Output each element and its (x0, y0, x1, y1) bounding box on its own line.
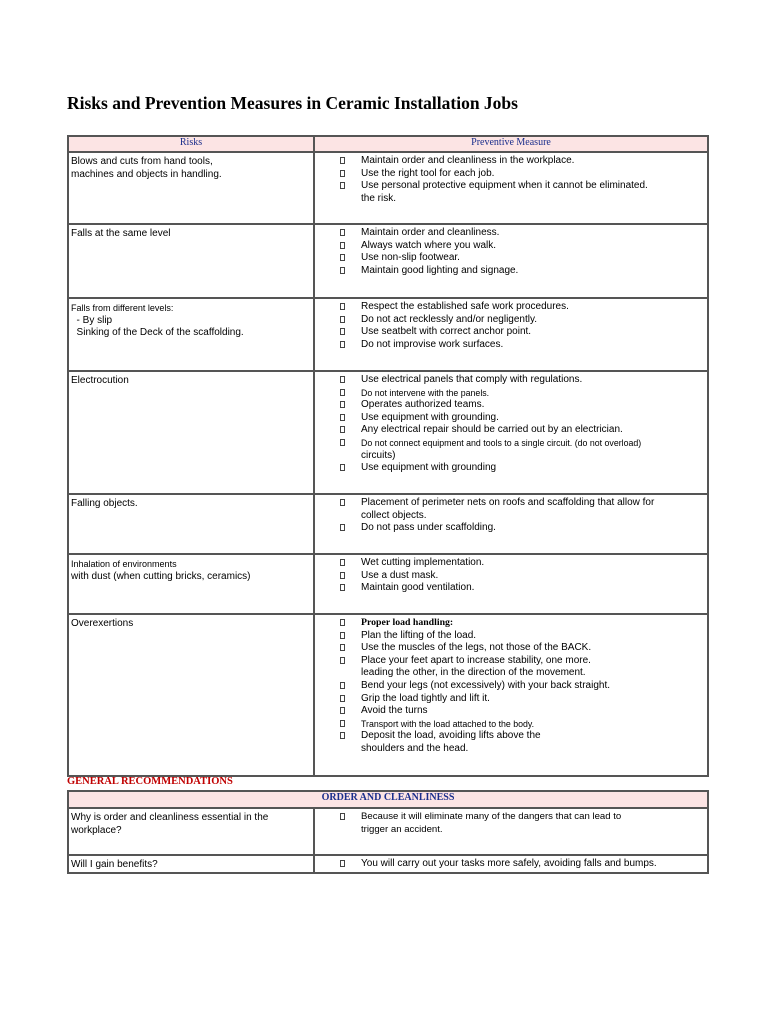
measure-item (315, 680, 703, 693)
measure-item (315, 227, 703, 240)
measure-item (315, 399, 703, 412)
measure-text: Use the right tool for each job. (361, 167, 495, 179)
measure-item (315, 630, 703, 643)
measure-item (315, 730, 703, 743)
checkbox-bullet-icon (340, 860, 345, 867)
checkbox-bullet-icon (340, 559, 345, 566)
order-cleanliness-title: ORDER AND CLEANLINESS (68, 791, 708, 808)
measure-item (315, 168, 703, 181)
checkbox-bullet-icon (340, 439, 345, 446)
answer-item (315, 858, 703, 871)
measure-text: Proper load handling: (361, 617, 454, 628)
measure-cell (314, 224, 708, 298)
measure-item (315, 339, 703, 352)
measure-list (315, 557, 703, 595)
answer-cell (314, 855, 708, 873)
checkbox-bullet-icon (340, 328, 345, 335)
checkbox-bullet-icon (340, 632, 345, 639)
measure-item (315, 497, 703, 522)
measure-cell (314, 494, 708, 554)
risk-line: Blows and cuts from hand tools, (71, 156, 213, 167)
checkbox-bullet-icon (340, 584, 345, 591)
checkbox-bullet-icon (340, 157, 345, 164)
order-cleanliness-header (68, 791, 708, 808)
measure-text: Grip the load tightly and lift it. (361, 692, 490, 704)
risk-line: machines and objects in handling. (71, 168, 222, 180)
measure-text: Do not act recklessly and/or negligently. (361, 313, 538, 325)
measure-text: Maintain order and cleanliness. (361, 227, 500, 238)
measure-cell (314, 298, 708, 371)
table-row (68, 614, 708, 776)
checkbox-bullet-icon (340, 657, 345, 664)
measure-text: Place your feet apart to increase stability, one more. leading the other, in the direction of the movement. (361, 654, 591, 679)
question-text: Will I gain benefits? (71, 859, 158, 870)
checkbox-bullet-icon (340, 376, 345, 383)
risk-line: Falls at the same level (71, 228, 171, 239)
measure-item (315, 642, 703, 655)
measure-item (315, 374, 703, 387)
measure-item (315, 582, 703, 595)
measure-text: Respect the established safe work procedures. (361, 301, 569, 312)
table-row (68, 808, 708, 855)
measure-item (315, 557, 703, 570)
checkbox-bullet-icon (340, 464, 345, 471)
risk-cell (68, 152, 314, 224)
checkbox-bullet-icon (340, 524, 345, 531)
measure-text: Use a dust mask. (361, 569, 439, 581)
table-row (68, 152, 708, 224)
measure-text: Transport with the load attached to the body. (361, 718, 535, 729)
checkbox-bullet-icon (340, 682, 345, 689)
measure-text: Do not intervene with the panels. (361, 387, 490, 398)
table-row (68, 855, 708, 873)
measure-cell (314, 614, 708, 776)
risk-line: - By slip (71, 314, 113, 326)
measure-item (315, 522, 703, 535)
measure-item (315, 387, 703, 400)
measure-item (315, 693, 703, 706)
measure-text: Use electrical panels that comply with regulations. (361, 374, 583, 385)
measure-text: Any electrical repair should be carried out by an electrician. (361, 424, 623, 436)
answer-list (315, 811, 703, 836)
checkbox-bullet-icon (340, 254, 345, 261)
measure-item (315, 240, 703, 253)
measure-list (315, 301, 703, 351)
checkbox-bullet-icon (340, 720, 345, 727)
measure-item (315, 617, 703, 630)
risk-cell (68, 554, 314, 614)
risk-cell (68, 494, 314, 554)
checkbox-bullet-icon (340, 303, 345, 310)
checkbox-bullet-icon (340, 644, 345, 651)
measure-text: Use non-slip footwear. (361, 252, 460, 264)
checkbox-bullet-icon (340, 499, 345, 506)
order-cleanliness-table (67, 790, 709, 874)
checkbox-bullet-icon (340, 267, 345, 274)
checkbox-bullet-icon (340, 619, 345, 626)
measure-continuation (315, 743, 703, 756)
measure-item (315, 314, 703, 327)
measure-item (315, 180, 703, 205)
checkbox-bullet-icon (340, 316, 345, 323)
risk-line: Falling objects. (71, 498, 138, 509)
risk-line: Overexertions (71, 618, 134, 629)
risk-cell (68, 224, 314, 298)
table-row (68, 494, 708, 554)
measure-text: Avoid the turns (361, 705, 428, 717)
answer-text: Because it will eliminate many of the dangers that can lead to trigger an accident. (361, 811, 622, 835)
table-row (68, 298, 708, 371)
risk-table (67, 135, 709, 777)
measure-text: Always watch where you walk. (361, 239, 497, 251)
checkbox-bullet-icon (340, 170, 345, 177)
measure-list (315, 374, 703, 475)
measure-item (315, 462, 703, 475)
measure-text: Deposit the load, avoiding lifts above the (361, 730, 541, 742)
measure-text: Do not pass under scaffolding. (361, 522, 496, 534)
measure-text: Do not connect equipment and tools to a single circuit. (do not overload) (361, 437, 642, 448)
measure-text: Do not improvise work surfaces. (361, 338, 504, 350)
table-row (68, 371, 708, 494)
table-header-row (68, 136, 708, 152)
measure-cell (314, 152, 708, 224)
general-recommendations-heading: GENERAL RECOMMENDATIONS (67, 776, 233, 787)
checkbox-bullet-icon (340, 414, 345, 421)
measure-item (315, 301, 703, 314)
measure-item (315, 412, 703, 425)
measure-item (315, 326, 703, 339)
checkbox-bullet-icon (340, 732, 345, 739)
measure-item (315, 705, 703, 718)
measure-text: Use equipment with grounding. (361, 411, 499, 423)
checkbox-bullet-icon (340, 572, 345, 579)
question-cell (68, 808, 314, 855)
measure-continuation-text: shoulders and the head. (361, 742, 469, 754)
answer-cell (314, 808, 708, 855)
answer-item (315, 811, 703, 836)
risk-line: Inhalation of environments (71, 559, 177, 569)
risk-cell (68, 298, 314, 371)
risk-line: Electrocution (71, 375, 129, 386)
measure-text: Maintain good ventilation. (361, 582, 475, 594)
answer-text: You will carry out your tasks more safely, avoiding falls and bumps. (361, 858, 657, 869)
checkbox-bullet-icon (340, 695, 345, 702)
measure-item (315, 265, 703, 278)
measure-text: Maintain order and cleanliness in the workplace. (361, 155, 575, 166)
answer-list (315, 858, 703, 871)
risk-line: with dust (when cutting bricks, ceramics) (71, 570, 251, 582)
measure-list (315, 227, 703, 277)
measure-list (315, 155, 703, 205)
measure-cell (314, 554, 708, 614)
checkbox-bullet-icon (340, 182, 345, 189)
measure-item (315, 570, 703, 583)
question-text: Why is order and cleanliness essential in the workplace? (71, 812, 269, 836)
checkbox-bullet-icon (340, 341, 345, 348)
header-preventive-measure: Preventive Measure (314, 136, 708, 152)
measure-item (315, 252, 703, 265)
measure-item (315, 437, 703, 450)
measure-item (315, 424, 703, 437)
table-row (68, 554, 708, 614)
checkbox-bullet-icon (340, 813, 345, 820)
measure-continuation (315, 450, 703, 463)
measure-text: Use equipment with grounding (361, 462, 497, 474)
measure-text: Plan the lifting of the load. (361, 629, 477, 641)
risk-cell (68, 614, 314, 776)
measure-text: Use personal protective equipment when it cannot be eliminated. the risk. (361, 180, 648, 204)
checkbox-bullet-icon (340, 229, 345, 236)
header-risks: Risks (68, 136, 314, 152)
measure-list (315, 617, 703, 756)
risk-line: Sinking of the Deck of the scaffolding. (71, 327, 244, 339)
measure-text: Bend your legs (not excessively) with your back straight. (361, 679, 610, 691)
risk-cell (68, 371, 314, 494)
measure-text: Use seatbelt with correct anchor point. (361, 326, 532, 338)
table-row (68, 224, 708, 298)
risk-line: Falls from different levels: (71, 303, 174, 313)
checkbox-bullet-icon (340, 707, 345, 714)
page-title: Risks and Prevention Measures in Ceramic Installation Jobs (67, 93, 518, 113)
measure-text: Placement of perimeter nets on roofs and scaffolding that allow for collect objects. (361, 497, 655, 521)
measure-text: Use the muscles of the legs, not those of the BACK. (361, 642, 592, 654)
checkbox-bullet-icon (340, 401, 345, 408)
checkbox-bullet-icon (340, 242, 345, 249)
measure-cell (314, 371, 708, 494)
measure-text: Operates authorized teams. (361, 399, 485, 411)
measure-text: Maintain good lighting and signage. (361, 264, 519, 276)
measure-continuation-text: circuits) (361, 449, 396, 461)
measure-text: Wet cutting implementation. (361, 557, 485, 568)
checkbox-bullet-icon (340, 426, 345, 433)
measure-item (315, 155, 703, 168)
measure-item (315, 655, 703, 680)
checkbox-bullet-icon (340, 389, 345, 396)
measure-item (315, 718, 703, 731)
measure-list (315, 497, 703, 535)
question-cell (68, 855, 314, 873)
